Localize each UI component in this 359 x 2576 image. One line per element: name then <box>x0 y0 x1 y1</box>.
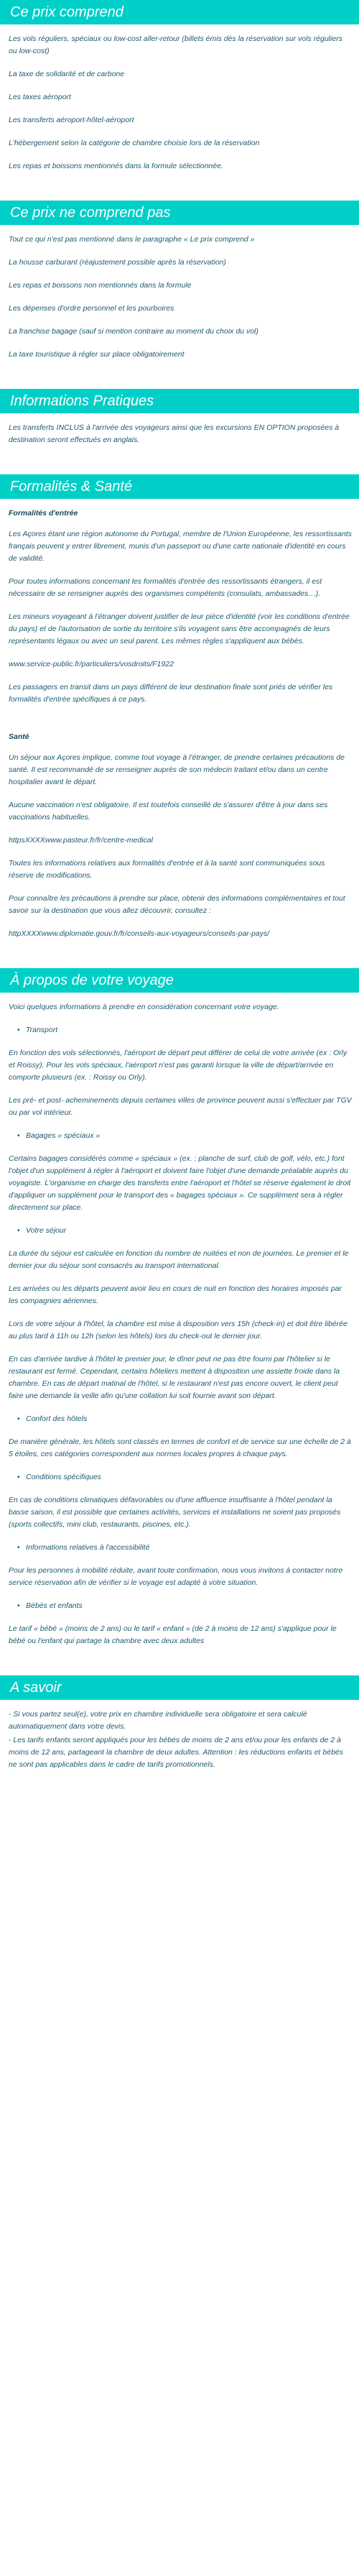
entry-paragraph: Pour toutes informations concernant les formalités d'entrée des ressortissants étrangers, il est nécessaire de se renseigner auprès des organismes compétents (consulats, ambassades…). <box>9 577 322 598</box>
section-banner-formalities <box>0 474 359 499</box>
note-line: - Si vous partez seul(e), votre prix en chambre individuelle sera obligatoire et sera calculé automatiquement dans votre devis. <box>9 1710 307 1731</box>
excluded-item: Les dépenses d'ordre personnel et les pourboires <box>9 304 174 313</box>
health-link[interactable]: httpsXXXXwww.pasteur.fr/fr/centre-medical <box>9 836 153 845</box>
about-bullet-confort: • Confort des hôtels <box>26 1413 352 1425</box>
entry-link[interactable]: www.service-public.fr/particuliers/vosdroits/F1922 <box>9 660 174 668</box>
about-paragraph: En cas d'arrivée tardive à l'hôtel le premier jour, le dîner peut ne pas être fourni par l'hôtelier si le restaurant est fermé. Cependant, certains hôteliers mettent à disposition une assiette froide dans la chambre. En cas de départ matinal de l'hôtel, si le restaurant n'est pas encore ouvert, le client peut faire une demande la veille afin qu'une collation lui soit fournie avant son départ. <box>9 1355 340 1400</box>
about-intro: Voici quelques informations à prendre en considération concernant votre voyage. <box>9 1003 279 1011</box>
formalities-title: Formalités & Santé <box>10 479 133 494</box>
health-paragraph: Pour connaître les précautions à prendre sur place, obtenir des informations complémentaires et tout savoir sur la destination que vous allez découvrir, consultez : <box>9 894 345 915</box>
included-item: Les vols réguliers, spéciaux ou low-cost aller-retour (billets émis dès la réservation sur vols réguliers ou low-cost) <box>9 34 342 55</box>
entry-paragraph: Les Açores étant une région autonome du Portugal, membre de l'Union Européenne, les ressortissants français peuvent y entrer librement, munis d'un passeport ou d'une carte nationale d'identité en cours de validité. <box>9 530 352 563</box>
note-line: - Les tarifs enfants seront appliqués pour les bébés de moins de 2 ans et/ou pour les enfants de 2 à moins de 12 ans, partageant la chambre de deux adultes. Attention : les réductions enfants et bébés ne sont pas applicables dans le cadre de tarifs promotionnels. <box>9 1736 343 1769</box>
note-title: A savoir <box>10 1680 62 1696</box>
entry-heading: Formalités d'entrée <box>9 509 78 518</box>
about-paragraph: Le tarif « bébé » (moins de 2 ans) ou le tarif « enfant » (de 2 à moins de 12 ans) s'applique pour le bébé ou l'enfant qui partage la chambre avec deux adultes <box>9 1624 337 1645</box>
about-paragraph: En cas de conditions climatiques défavorables ou d'une affluence insuffisante à l'hôtel pendant la basse saison, il est possible que certaines activités, services et installations ne soient pas proposés (sports collectifs, mini club, restaurants, piscines, etc.). <box>9 1496 341 1529</box>
about-paragraph: Pour les personnes à mobilité réduite, avant toute confirmation, nous vous invitons à contacter notre service réservation afin de vérifier si le voyage est adapté à votre situation. <box>9 1566 343 1587</box>
included-title: Ce prix comprend <box>10 4 123 20</box>
about-bullet-enfants: • Bébés et enfants <box>26 1600 352 1612</box>
practical-content <box>0 413 359 461</box>
about-paragraph: De manière générale, les hôtels sont classés en termes de confort et de service sur une échelle de 2 à 5 étoiles, ces catégories correspondent aux normes locales propres à chaque pays. <box>9 1438 351 1458</box>
entry-paragraph: Les passagers en transit dans un pays différent de leur destination finale sont priés de vérifier les formalités d'entrée spécifiques à ce pays. <box>9 683 333 704</box>
included-item: Les repas et boissons mentionnés dans la formule sélectionnée. <box>9 162 223 170</box>
excluded-item: Les repas et boissons non mentionnés dans la formule <box>9 281 192 290</box>
included-item: Les transferts aéroport-hôtel-aéroport <box>9 116 134 124</box>
health-paragraph: Un séjour aux Açores implique, comme tout voyage à l'étranger, de prendre certaines précautions de santé. Il est recommandé de se renseigner auprès de son médecin traitant et/ou dans un centre hospitalier avant le départ. <box>9 753 345 786</box>
section-banner-included <box>0 0 359 24</box>
formalities-content <box>0 499 359 955</box>
included-item: L'hébergement selon la catégorie de chambre choisie lors de la réservation <box>9 139 260 147</box>
about-bullet-sejour: • Votre séjour <box>26 1225 352 1237</box>
health-heading: Santé <box>9 732 29 741</box>
about-paragraph: En fonction des vols sélectionnés, l'aéroport de départ peut différer de celui de votre arrivée (ex : Orly et Roissy). Pour les vols spéciaux, l'aéroport n'est pas garanti lorsque la ville de départ/arrivée en comporte plusieurs (ex. : Roissy ou Orly). <box>9 1049 348 1082</box>
health-paragraph: Toutes les informations relatives aux formalités d'entrée et à la santé sont communiquées sous réserve de modifications. <box>9 859 325 880</box>
about-paragraph: Certains bagages considérés comme « spéciaux » (ex. : planche de surf, club de golf, vélo, etc.) font l'objet d'un supplément à régler à l'aéroport et doivent faire l'objet d'une demande préalable auprès du voyagiste. L'organisme en charge des transferts entre l'aéroport et l'hôtel se réserve également le droit d'appliquer un supplément pour le transport des « bagages spéciaux ». Ce supplément sera à régler directement sur place. <box>9 1154 351 1212</box>
practical-text: Les transferts INCLUS à l'arrivée des voyageurs ainsi que les excursions EN OPTION proposées à destination seront effectués en anglais. <box>9 423 340 444</box>
section-banner-practical <box>0 389 359 413</box>
about-paragraph: Les arrivées ou les départs peuvent avoir lieu en cours de nuit en fonction des horaires imposés par les compagnies aériennes. <box>9 1284 342 1305</box>
practical-title: Informations Pratiques <box>10 393 154 409</box>
included-item: La taxe de solidarité et de carbone <box>9 70 125 78</box>
excluded-item: La franchise bagage (sauf si mention contraire au moment du choix du vol) <box>9 327 258 336</box>
about-paragraph: Les pré- et post- acheminements depuis certaines villes de province peuvent aussi s'effectuer par TGV ou par vol intérieur. <box>9 1096 352 1117</box>
excluded-item: Tout ce qui n'est pas mentionné dans le paragraphe « Le prix comprend » <box>9 235 255 244</box>
about-content <box>0 993 359 1662</box>
section-banner-excluded <box>0 201 359 225</box>
about-title: À propos de votre voyage <box>10 972 174 988</box>
about-bullet-accessibilite: • Informations relatives à l'accessibilité <box>26 1542 352 1554</box>
health-paragraph: Aucune vaccination n'est obligatoire. Il est toutefois conseillé de s'assurer d'être à jour dans ses vaccinations habituelles. <box>9 801 328 822</box>
about-paragraph: La durée du séjour est calculée en fonction du nombre de nuitées et non de journées. Le premier et le dernier jour du séjour sont consacrés au transport international. <box>9 1249 349 1270</box>
about-bullet-transport: • Transport <box>26 1024 352 1036</box>
included-item: Les taxes aéroport <box>9 93 71 101</box>
entry-paragraph: Les mineurs voyageant à l'étranger doivent justifier de leur pièce d'identité (voir les conditions d'entrée du pays) et de l'autorisation de sortie du territoire s'ils voyagent sans être accompagnés de leurs représentants légaux ou avec un seul parent. Les mêmes règles s'appliquent aux bébés. <box>9 612 350 645</box>
note-content <box>0 1700 359 1786</box>
about-bullet-conditions: • Conditions spécifiques <box>26 1471 352 1484</box>
excluded-title: Ce prix ne comprend pas <box>10 205 171 221</box>
excluded-item: La housse carburant (réajustement possible après la réservation) <box>9 258 226 267</box>
included-list <box>0 24 359 188</box>
about-bullet-bagages: • Bagages « spéciaux » <box>26 1130 352 1142</box>
section-banner-about <box>0 968 359 993</box>
excluded-list <box>0 225 359 376</box>
health-link[interactable]: httpXXXXwww.diplomatie.gouv.fr/fr/conseils-aux-voyageurs/conseils-par-pays/ <box>9 929 270 938</box>
about-paragraph: Lors de votre séjour à l'hôtel, la chambre est mise à disposition vers 15h (check-in) et doit être libérée au plus tard à 11h ou 12h (selon les hôtels) lors du check-out le dernier jour. <box>9 1320 348 1340</box>
section-banner-note <box>0 1675 359 1700</box>
excluded-item: La taxe touristique à régler sur place obligatoirement <box>9 350 185 359</box>
